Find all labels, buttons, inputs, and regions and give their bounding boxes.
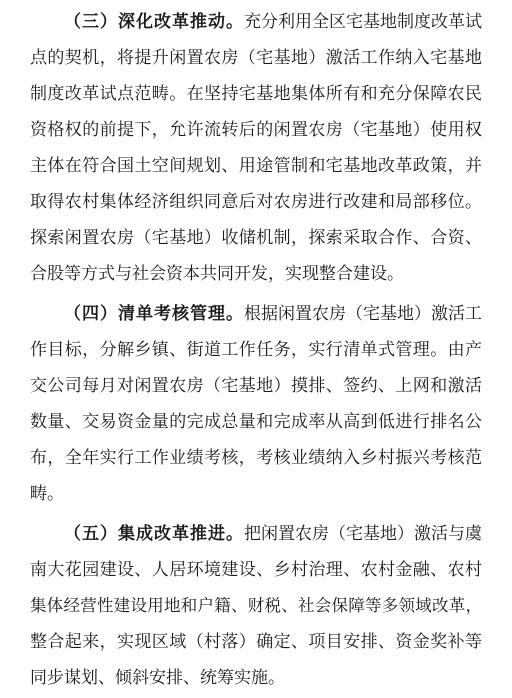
paragraph-5-line-4: 整合起来，实现区域（村落）确定、项目安排、资金奖补等	[30, 632, 482, 652]
paragraph-3-text: 充分利用全区宅基地制度改革试	[244, 12, 482, 32]
paragraph-3-heading: （三）深化改革推动。	[64, 12, 244, 32]
paragraph-3-line-1	[64, 4, 482, 40]
paragraph-3-line-8: 合股等方式与社会资本共同开发，实现整合建设。	[30, 264, 404, 284]
paragraph-5-line-5: 同步谋划、倾斜安排、统筹实施。	[30, 668, 285, 688]
paragraph-3-line-6: 取得农村集体经济组织同意后对农房进行改建和局部移位。	[30, 192, 482, 212]
paragraph-4-text: 根据闲置农房（宅基地）激活工	[244, 304, 482, 324]
paragraph-5-line-1	[64, 516, 482, 552]
paragraph-3-line-2: 点的契机，将提升闲置农房（宅基地）激活工作纳入宅基地	[30, 48, 482, 68]
paragraph-5-line-2: 南大花园建设、人居环境建设、乡村治理、农村金融、农村	[30, 560, 482, 580]
paragraph-4-line-1	[64, 296, 482, 332]
paragraph-3-line-3: 制度改革试点范畴。在坚持宅基地集体所有和充分保障农民	[30, 84, 482, 104]
paragraph-3-line-4: 资格权的前提下，允许流转后的闲置农房（宅基地）使用权	[30, 120, 482, 140]
paragraph-4-line-6: 畴。	[30, 484, 64, 504]
paragraph-4-line-5: 布，全年实行工作业绩考核，考核业绩纳入乡村振兴考核范	[30, 448, 482, 468]
paragraph-4-heading: （四）清单考核管理。	[64, 304, 244, 324]
paragraph-5-text: 把闲置农房（宅基地）激活与虞	[244, 524, 482, 544]
paragraph-3-line-5: 主体在符合国土空间规划、用途管制和宅基地改革政策，并	[30, 156, 482, 176]
paragraph-5-heading: （五）集成改革推进。	[64, 524, 244, 544]
paragraph-4-line-3: 交公司每月对闲置农房（宅基地）摸排、签约、上网和激活	[30, 376, 482, 396]
paragraph-4-line-4: 数量、交易资金量的完成总量和完成率从高到低进行排名公	[30, 412, 482, 432]
paragraph-3-line-7: 探索闲置农房（宅基地）收储机制，探索采取合作、合资、	[30, 228, 482, 248]
paragraph-4-line-2: 作目标，分解乡镇、街道工作任务，实行清单式管理。由产	[30, 340, 482, 360]
paragraph-5-line-3: 集体经营性建设用地和户籍、财税、社会保障等多领域改革，	[30, 596, 482, 615]
